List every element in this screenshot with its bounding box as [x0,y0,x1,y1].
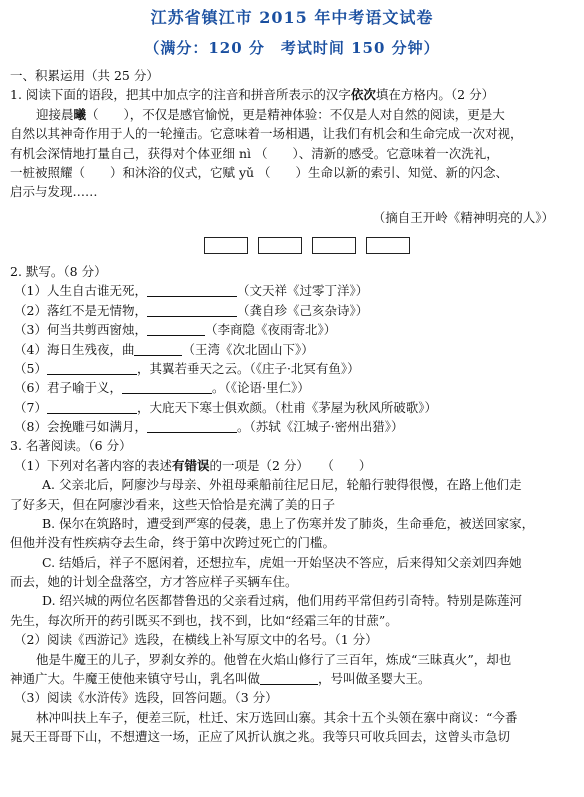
option-d: D. 绍兴城的两位名医都替鲁迅的父亲看过病，他们用药平常但药引奇特。特别是陈莲河 [42,593,523,609]
option-c: C. 结婚后，祥子不愿闲着，还想拉车，虎姐一开始坚决不答应，后来得知父亲刘四奔她 [42,554,522,570]
q2-item: （7） ，大庇天下寒士俱欢颜。（杜甫《茅屋为秋风所破歌》） [14,399,437,415]
answer-blank[interactable] [147,321,205,336]
q1-passage-line: 一桩被照耀（ ）和沐浴的仪式，它赋 yǔ （ ）生命以新的索引、知觉、新的闪念、 [10,164,509,180]
answer-blank[interactable] [47,399,137,414]
q2-item: （3）何当共剪西窗烛， （李商隐《夜雨寄北》） [14,322,337,338]
option-d-cont: 先生，每次所开的药引既买不到也，找不到，比如“经霜三年的甘蔗”。 [10,612,398,628]
answer-blank[interactable] [47,360,137,375]
answer-boxes [10,237,574,254]
answer-blank[interactable] [260,670,318,685]
q3-sub3-text: 林冲叫扶上车子，便差三阮，杜迁、宋万选回山寨。其余十五个头领在寨中商议：“今番 [36,709,518,725]
dotted-char: 曦 [73,106,87,122]
q1-passage-line: 迎接晨曦（ ），不仅是感官愉悦，更是精神体验：不仅是人对自然的阅读，更是大 [36,106,505,122]
q2-item: （1）人生自古谁无死， （文天祥《过零丁洋》） [14,283,369,299]
section-heading: 一、积累运用（共 25 分） [10,68,159,83]
option-a-cont: 了好多天，但在阿廖沙看来，这些天恰恰是充满了美的日子 [10,496,336,512]
q2-item: （2）落红不是无情物， （龚自珍《己亥杂诗》） [14,302,369,318]
answer-box[interactable] [366,237,410,254]
answer-box[interactable] [258,237,302,254]
answer-blank[interactable] [147,302,237,317]
q3-heading: 3. 名著阅读。（6 分） [10,438,132,454]
q3-sub2-text: 神通广大。牛魔王使他来镇守号山，乳名叫做 ，号叫做圣婴大王。 [10,670,431,686]
q3-sub2-text: 他是牛魔王的儿子，罗刹女养的。他曾在火焰山修行了三百年，炼成“三昧真火”，却也 [36,651,512,667]
q3-sub3-text: 晁天王哥哥下山，不想遭这一场，正应了风折认旗之兆。我等只可收兵回去，这曾头市急切 [10,729,511,744]
q2-heading: 2. 默写。（8 分） [10,264,107,279]
exam-subtitle: （满分：120 分 考试时间 150 分钟） [144,39,440,57]
q1-passage-line: 启示与发现…… [10,184,98,200]
q1-passage-line: 有机会深情地打量自己，获得对个体亚细 nì （ ）、清新的感受。它意味着一次洗礼， [10,145,499,161]
q2-item: （4）海日生残夜，曲 （王湾《次北固山下》） [14,341,314,357]
q3-sub2: （2）阅读《西游记》选段，在横线上补写原文中的名号。（1 分） [14,632,378,648]
option-b: B. 保尔在筑路时，遭受到严寒的侵袭，患上了伤寒并发了肺炎，生命垂危，被送回家家， [42,515,535,531]
answer-blank[interactable] [122,379,212,394]
q1-passage-line: 自然以其神奇作用于人的一轮撞击。它意味着一场相遇，让我们有机会和生命完成一次对视， [10,126,523,142]
option-a: A. 父亲北后，阿廖沙与母亲、外祖母乘船前往尼日尼，轮船行驶得很慢，在路上他们走 [42,477,522,493]
q2-item: （6）君子喻于义， 。（《论语·里仁》） [14,380,310,396]
answer-blank[interactable] [147,418,237,433]
q2-item: （8）会挽雕弓如满月， 。（苏轼《江城子·密州出猎》） [14,419,404,434]
answer-blank[interactable] [134,341,182,356]
option-b-cont: 但他并没有性疾病夺去生命，终于第中次跨过死亡的门槛。 [10,535,336,551]
option-c-cont: 而去，她的计划全盘落空，方才答应样子买辆车住。 [10,574,298,589]
q2-item: （5） ，其翼若垂天之云。（《庄子·北冥有鱼》） [14,360,360,376]
answer-box[interactable] [204,237,248,254]
answer-blank[interactable] [147,282,237,297]
q3-sub1: （1）下列对名著内容的表述有错误的一项是（2 分） （ ） [14,457,372,473]
q1-source: （摘自王开岭《精神明亮的人》） [372,209,554,225]
exam-title: 江苏省镇江市 2015 年中考语文试卷 [150,8,434,27]
q3-sub3: （3）阅读《水浒传》选段，回答问题。（3 分） [14,690,278,706]
answer-box[interactable] [312,237,356,254]
q1-stem: 1. 阅读下面的语段，把其中加点字的注音和拼音所表示的汉字依次填在方格内。（2 分） [10,87,495,103]
